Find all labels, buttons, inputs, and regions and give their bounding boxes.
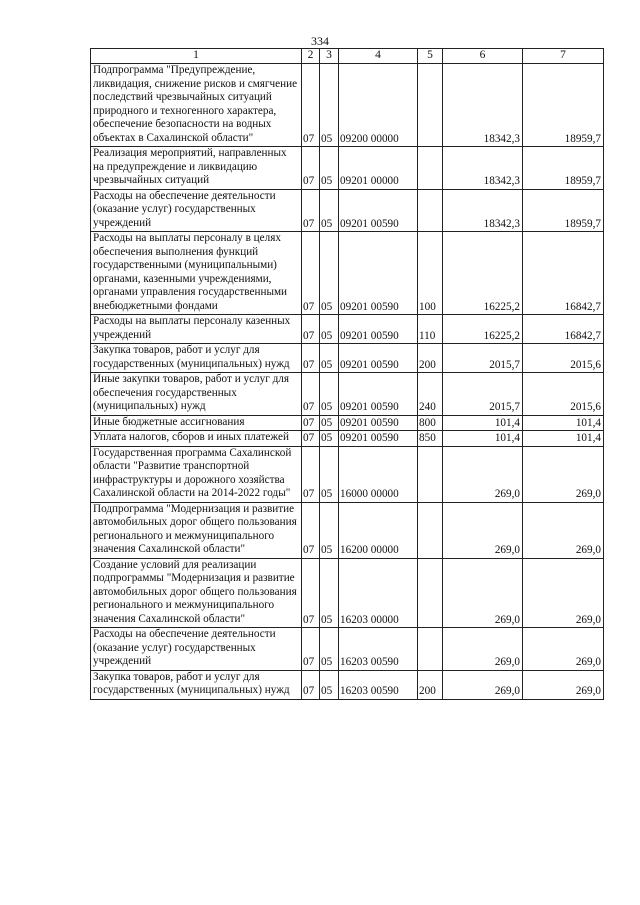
row-name: Расходы на выплаты персоналу казенных учреждений bbox=[91, 315, 302, 344]
vr-code bbox=[418, 502, 443, 558]
amount-col6: 16225,2 bbox=[443, 232, 523, 315]
budget-table bbox=[90, 48, 604, 700]
rz-code: 07 bbox=[302, 315, 320, 344]
pr-code: 05 bbox=[320, 502, 339, 558]
rz-code: 07 bbox=[302, 147, 320, 190]
table-row bbox=[91, 415, 604, 431]
csr-code: 16000 00000 bbox=[339, 446, 418, 502]
amount-col7: 18959,7 bbox=[523, 64, 604, 147]
pr-code: 05 bbox=[320, 446, 339, 502]
pr-code: 05 bbox=[320, 147, 339, 190]
rz-code: 07 bbox=[302, 431, 320, 447]
column-number-row bbox=[91, 49, 604, 64]
amount-col7: 269,0 bbox=[523, 502, 604, 558]
row-name: Закупка товаров, работ и услуг для государственных (муниципальных) нужд bbox=[91, 670, 302, 699]
vr-code bbox=[418, 558, 443, 628]
csr-code: 09201 00590 bbox=[339, 415, 418, 431]
pr-code: 05 bbox=[320, 670, 339, 699]
vr-code: 200 bbox=[418, 344, 443, 373]
amount-col6: 18342,3 bbox=[443, 189, 523, 232]
row-name: Уплата налогов, сборов и иных платежей bbox=[91, 431, 302, 447]
table-row bbox=[91, 147, 604, 190]
table-row bbox=[91, 344, 604, 373]
amount-col7: 269,0 bbox=[523, 628, 604, 671]
rz-code: 07 bbox=[302, 344, 320, 373]
rz-code: 07 bbox=[302, 64, 320, 147]
rz-code: 07 bbox=[302, 373, 320, 416]
csr-code: 16200 00000 bbox=[339, 502, 418, 558]
rz-code: 07 bbox=[302, 502, 320, 558]
table-row bbox=[91, 64, 604, 147]
vr-code: 800 bbox=[418, 415, 443, 431]
table-row bbox=[91, 502, 604, 558]
vr-code bbox=[418, 189, 443, 232]
row-name: Подпрограмма "Предупреждение, ликвидация, снижение рисков и смягчение последствий чрезвычайных ситуаций природного и техногенного характера, обеспечение безопасности на водных объектах в Сахалинской области" bbox=[91, 64, 302, 147]
pr-code: 05 bbox=[320, 189, 339, 232]
amount-col7: 269,0 bbox=[523, 446, 604, 502]
csr-code: 16203 00590 bbox=[339, 670, 418, 699]
row-name: Подпрограмма "Модернизация и развитие автомобильных дорог общего пользования регионального и межмуниципального значения Сахалинской области" bbox=[91, 502, 302, 558]
row-name: Закупка товаров, работ и услуг для государственных (муниципальных) нужд bbox=[91, 344, 302, 373]
amount-col6: 2015,7 bbox=[443, 344, 523, 373]
column-number: 6 bbox=[443, 49, 523, 64]
row-name: Расходы на обеспечение деятельности (оказание услуг) государственных учреждений bbox=[91, 189, 302, 232]
row-name: Расходы на выплаты персоналу в целях обеспечения выполнения функций государственными (муниципальными) органами, казенными учреждениями, органами управления государственными внебюджетными фондами bbox=[91, 232, 302, 315]
amount-col7: 16842,7 bbox=[523, 232, 604, 315]
rz-code: 07 bbox=[302, 232, 320, 315]
column-number: 4 bbox=[339, 49, 418, 64]
table-row bbox=[91, 315, 604, 344]
csr-code: 09200 00000 bbox=[339, 64, 418, 147]
table-row bbox=[91, 670, 604, 699]
row-name: Расходы на обеспечение деятельности (оказание услуг) государственных учреждений bbox=[91, 628, 302, 671]
vr-code: 240 bbox=[418, 373, 443, 416]
amount-col6: 18342,3 bbox=[443, 147, 523, 190]
row-name: Реализация мероприятий, направленных на предупреждение и ликвидацию чрезвычайных ситуаций bbox=[91, 147, 302, 190]
amount-col6: 18342,3 bbox=[443, 64, 523, 147]
page-number: 334 bbox=[311, 34, 329, 48]
amount-col7: 2015,6 bbox=[523, 373, 604, 416]
table-row bbox=[91, 373, 604, 416]
pr-code: 05 bbox=[320, 232, 339, 315]
amount-col7: 18959,7 bbox=[523, 189, 604, 232]
column-number: 1 bbox=[91, 49, 302, 64]
amount-col6: 269,0 bbox=[443, 446, 523, 502]
vr-code bbox=[418, 628, 443, 671]
table-row bbox=[91, 628, 604, 671]
pr-code: 05 bbox=[320, 431, 339, 447]
amount-col6: 16225,2 bbox=[443, 315, 523, 344]
row-name: Создание условий для реализации подпрограммы "Модернизация и развитие автомобильных дорог общего пользования регионального и межмуниципального значения Сахалинской области" bbox=[91, 558, 302, 628]
csr-code: 09201 00590 bbox=[339, 315, 418, 344]
vr-code bbox=[418, 147, 443, 190]
row-name: Государственная программа Сахалинской области "Развитие транспортной инфраструктуры и дорожного хозяйства Сахалинской области на 2014-2022 годы" bbox=[91, 446, 302, 502]
amount-col7: 101,4 bbox=[523, 431, 604, 447]
csr-code: 16203 00590 bbox=[339, 628, 418, 671]
table-row bbox=[91, 232, 604, 315]
amount-col7: 16842,7 bbox=[523, 315, 604, 344]
rz-code: 07 bbox=[302, 189, 320, 232]
amount-col7: 269,0 bbox=[523, 670, 604, 699]
rz-code: 07 bbox=[302, 628, 320, 671]
csr-code: 09201 00590 bbox=[339, 344, 418, 373]
csr-code: 09201 00590 bbox=[339, 189, 418, 232]
csr-code: 16203 00000 bbox=[339, 558, 418, 628]
rz-code: 07 bbox=[302, 446, 320, 502]
csr-code: 09201 00590 bbox=[339, 232, 418, 315]
amount-col7: 18959,7 bbox=[523, 147, 604, 190]
vr-code: 200 bbox=[418, 670, 443, 699]
pr-code: 05 bbox=[320, 558, 339, 628]
vr-code: 850 bbox=[418, 431, 443, 447]
pr-code: 05 bbox=[320, 415, 339, 431]
vr-code bbox=[418, 446, 443, 502]
vr-code: 110 bbox=[418, 315, 443, 344]
rz-code: 07 bbox=[302, 670, 320, 699]
pr-code: 05 bbox=[320, 315, 339, 344]
table-row bbox=[91, 189, 604, 232]
vr-code bbox=[418, 64, 443, 147]
amount-col6: 269,0 bbox=[443, 628, 523, 671]
table-row bbox=[91, 431, 604, 447]
amount-col6: 269,0 bbox=[443, 558, 523, 628]
table-row bbox=[91, 558, 604, 628]
amount-col6: 101,4 bbox=[443, 415, 523, 431]
amount-col6: 269,0 bbox=[443, 670, 523, 699]
rz-code: 07 bbox=[302, 558, 320, 628]
pr-code: 05 bbox=[320, 373, 339, 416]
column-number: 3 bbox=[320, 49, 339, 64]
pr-code: 05 bbox=[320, 64, 339, 147]
amount-col6: 269,0 bbox=[443, 502, 523, 558]
amount-col7: 269,0 bbox=[523, 558, 604, 628]
column-number: 7 bbox=[523, 49, 604, 64]
csr-code: 09201 00590 bbox=[339, 373, 418, 416]
csr-code: 09201 00000 bbox=[339, 147, 418, 190]
amount-col7: 2015,6 bbox=[523, 344, 604, 373]
pr-code: 05 bbox=[320, 628, 339, 671]
table-row bbox=[91, 446, 604, 502]
amount-col6: 101,4 bbox=[443, 431, 523, 447]
amount-col6: 2015,7 bbox=[443, 373, 523, 416]
vr-code: 100 bbox=[418, 232, 443, 315]
csr-code: 09201 00590 bbox=[339, 431, 418, 447]
pr-code: 05 bbox=[320, 344, 339, 373]
row-name: Иные закупки товаров, работ и услуг для обеспечения государственных (муниципальных) нужд bbox=[91, 373, 302, 416]
amount-col7: 101,4 bbox=[523, 415, 604, 431]
column-number: 5 bbox=[418, 49, 443, 64]
column-number: 2 bbox=[302, 49, 320, 64]
rz-code: 07 bbox=[302, 415, 320, 431]
row-name: Иные бюджетные ассигнования bbox=[91, 415, 302, 431]
